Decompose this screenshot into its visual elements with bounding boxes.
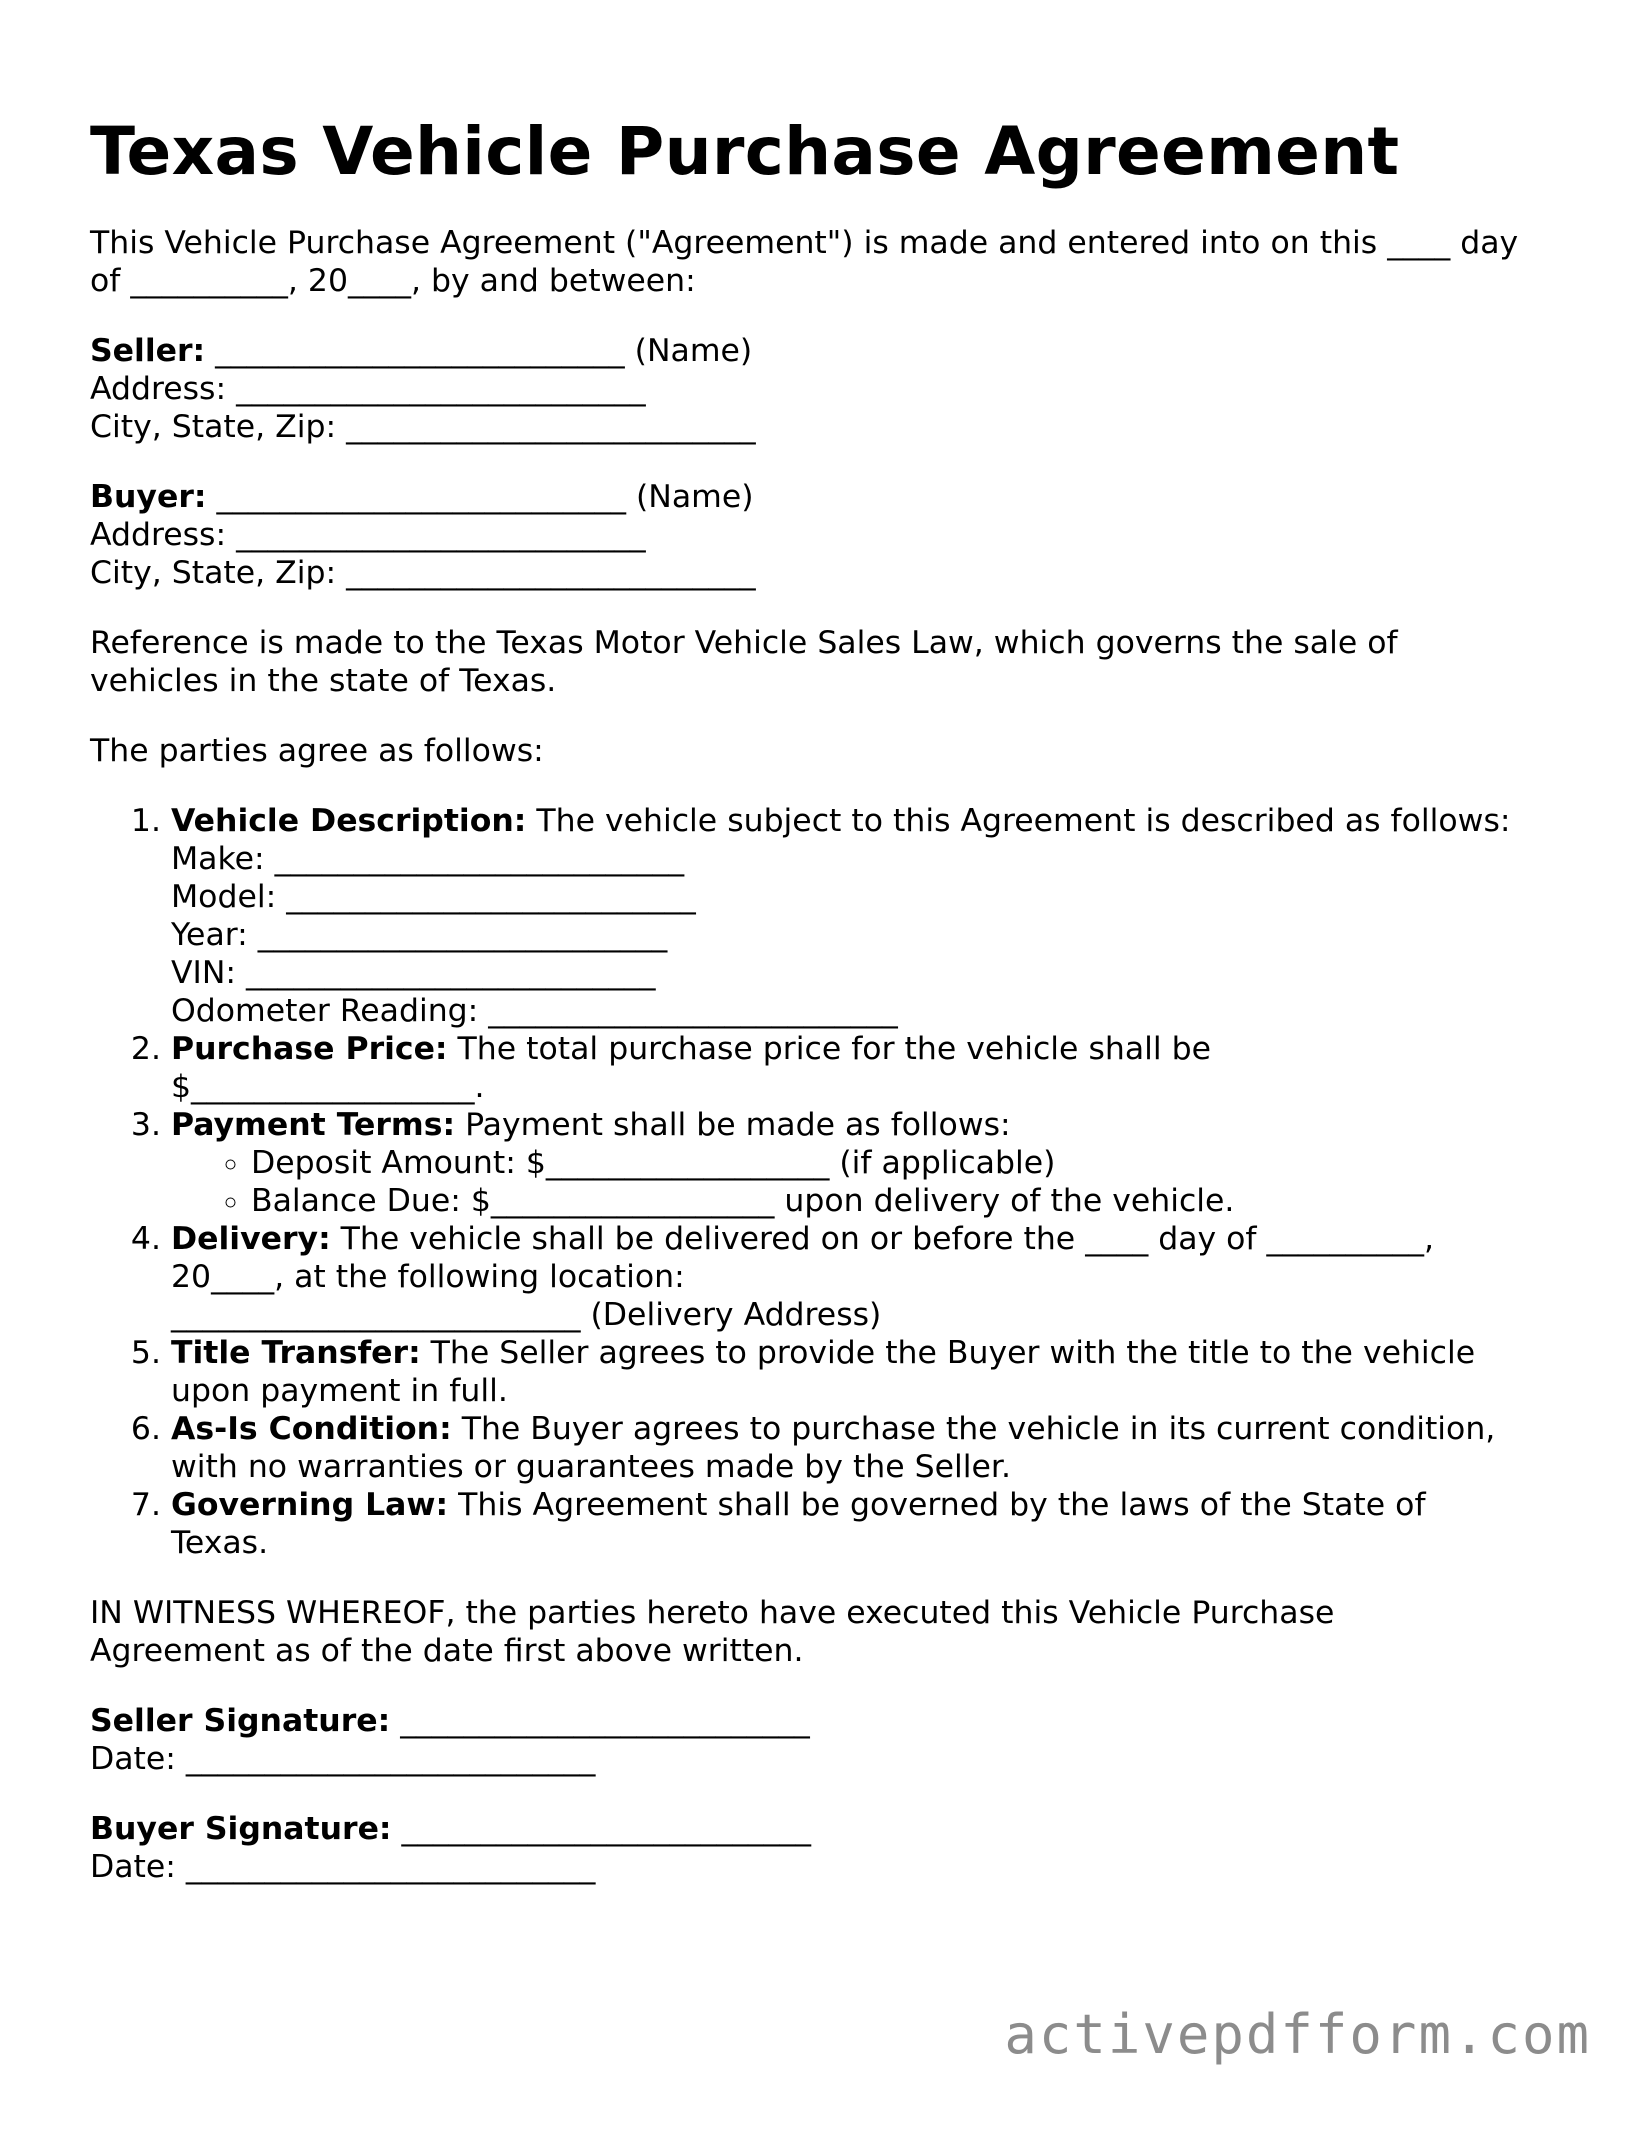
reference-paragraph <box>90 624 1570 700</box>
term-4-text: The vehicle shall be delivered on or before the ____ day of __________, <box>330 1221 1435 1257</box>
term-6-first-line <box>171 1410 1570 1448</box>
term-1-first-line <box>171 802 1570 840</box>
buyer-section <box>90 478 1570 592</box>
seller-signature-label: Seller Signature: <box>90 1703 391 1739</box>
witness-line-1: IN WITNESS WHEREOF, the parties hereto have executed this Vehicle Purchase <box>90 1595 1335 1631</box>
term-payment-terms <box>171 1106 1570 1220</box>
buyer-name-blank: __________________________ (Name) <box>206 479 754 515</box>
watermark-text: activepdfform.com <box>1004 2003 1591 2066</box>
terms-list <box>90 802 1570 1562</box>
term-4-first-line <box>171 1220 1570 1258</box>
vehicle-vin-field: VIN: __________________________ <box>171 955 656 991</box>
term-1-label: Vehicle Description: <box>171 803 527 839</box>
seller-label: Seller: <box>90 333 206 369</box>
vehicle-make-field: Make: __________________________ <box>171 841 685 877</box>
document-title: Texas Vehicle Purchase Agreement <box>90 113 1400 190</box>
term-4-label: Delivery: <box>171 1221 331 1257</box>
term-2-text: The total purchase price for the vehicle shall be <box>447 1031 1212 1067</box>
witness-line-2: Agreement as of the date first above written. <box>90 1633 804 1669</box>
term-5-line-2: upon payment in full. <box>171 1373 508 1409</box>
term-3-first-line <box>171 1106 1570 1144</box>
seller-name-line <box>90 332 1570 370</box>
buyer-name-line <box>90 478 1570 516</box>
intro-line-1: This Vehicle Purchase Agreement ("Agreement") is made and entered into on this ____ day <box>90 225 1519 261</box>
buyer-signature-block <box>90 1810 1570 1886</box>
term-2-first-line <box>171 1030 1570 1068</box>
term-title-transfer <box>171 1334 1570 1410</box>
vehicle-odometer-field: Odometer Reading: __________________________ <box>171 993 898 1029</box>
seller-city-line: City, State, Zip: __________________________ <box>90 409 756 445</box>
term-4-line-3: __________________________ (Delivery Address) <box>171 1297 882 1333</box>
term-5-label: Title Transfer: <box>171 1335 421 1371</box>
payment-bullets <box>171 1144 1570 1220</box>
seller-section <box>90 332 1570 446</box>
buyer-signature-blank: __________________________ <box>391 1811 812 1847</box>
witness-paragraph <box>90 1594 1570 1670</box>
term-5-text: The Seller agrees to provide the Buyer with the title to the vehicle <box>420 1335 1476 1371</box>
reference-line-2: vehicles in the state of Texas. <box>90 663 557 699</box>
term-2-line-2: $__________________. <box>171 1069 485 1105</box>
document-page <box>90 112 1570 1918</box>
term-4-line-2: 20____, at the following location: <box>171 1259 685 1295</box>
reference-line-1: Reference is made to the Texas Motor Vehicle Sales Law, which governs the sale of <box>90 625 1398 661</box>
vehicle-year-field: Year: __________________________ <box>171 917 668 953</box>
seller-signature-line <box>90 1702 1570 1740</box>
balance-due-item: ◦ Balance Due: $__________________ upon delivery of the vehicle. <box>251 1182 1570 1220</box>
term-7-line-2: Texas. <box>171 1525 269 1561</box>
deposit-amount-item: ◦ Deposit Amount: $__________________ (if applicable) <box>251 1144 1570 1182</box>
intro-line-2: of __________, 20____, by and between: <box>90 263 696 299</box>
seller-signature-blank: __________________________ <box>390 1703 810 1739</box>
seller-address-line: Address: __________________________ <box>90 371 646 407</box>
term-purchase-price <box>171 1030 1570 1106</box>
seller-date-line: Date: __________________________ <box>90 1741 596 1777</box>
buyer-signature-label: Buyer Signature: <box>90 1811 392 1847</box>
term-5-first-line <box>171 1334 1570 1372</box>
term-6-text: The Buyer agrees to purchase the vehicle in its current condition, <box>451 1411 1496 1447</box>
seller-name-blank: __________________________ (Name) <box>205 333 753 369</box>
term-delivery <box>171 1220 1570 1334</box>
intro-paragraph <box>90 224 1570 300</box>
vehicle-model-field: Model: __________________________ <box>171 879 696 915</box>
term-6-label: As-Is Condition: <box>171 1411 452 1447</box>
term-governing-law <box>171 1486 1570 1562</box>
term-1-text: The vehicle subject to this Agreement is described as follows: <box>526 803 1511 839</box>
term-vehicle-description <box>171 802 1570 1030</box>
buyer-city-line: City, State, Zip: __________________________ <box>90 555 756 591</box>
term-7-label: Governing Law: <box>171 1487 449 1523</box>
term-7-text: This Agreement shall be governed by the laws of the State of <box>448 1487 1426 1523</box>
agree-paragraph: The parties agree as follows: <box>90 733 544 769</box>
term-2-label: Purchase Price: <box>171 1031 448 1067</box>
seller-signature-block <box>90 1702 1570 1778</box>
term-7-first-line <box>171 1486 1570 1524</box>
buyer-address-line: Address: __________________________ <box>90 517 646 553</box>
buyer-signature-line <box>90 1810 1570 1848</box>
term-6-line-2: with no warranties or guarantees made by the Seller. <box>171 1449 1011 1485</box>
term-as-is-condition <box>171 1410 1570 1486</box>
term-3-text: Payment shall be made as follows: <box>455 1107 1011 1143</box>
buyer-date-line: Date: __________________________ <box>90 1849 596 1885</box>
term-3-label: Payment Terms: <box>171 1107 456 1143</box>
buyer-label: Buyer: <box>90 479 207 515</box>
